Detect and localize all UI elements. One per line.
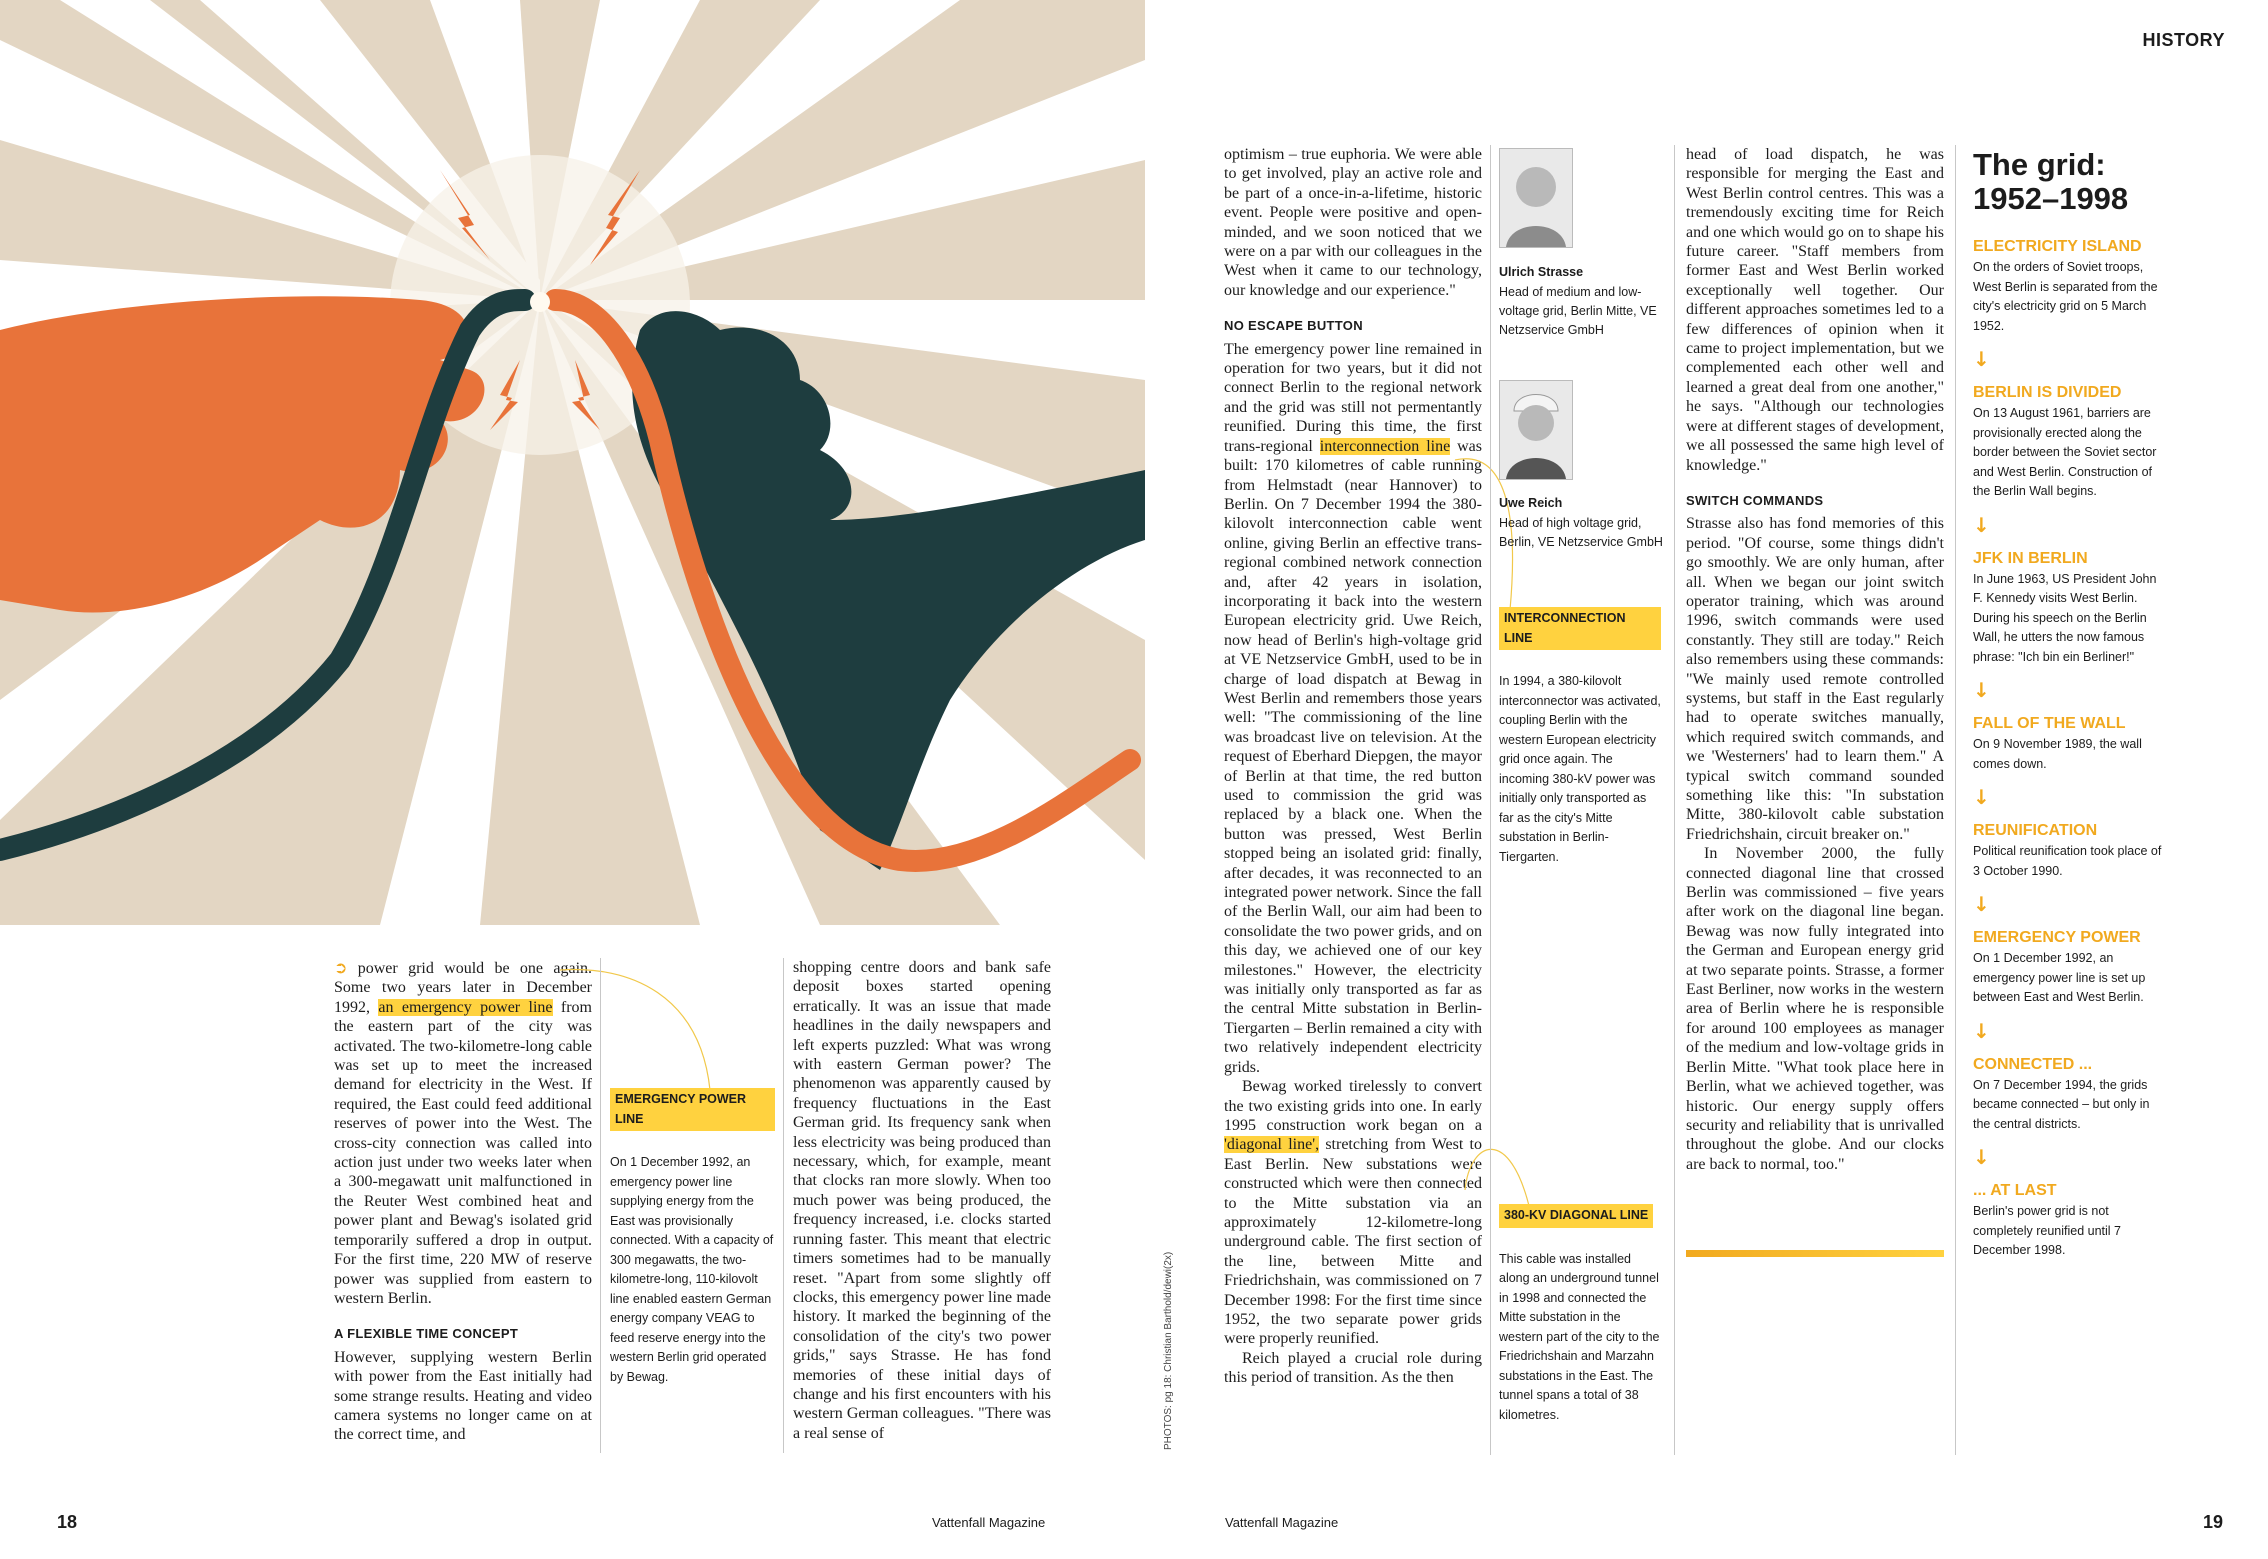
body-text: head of load dispatch, he was responsible for merging the East and West Berlin control centres. This was a tremendously exciting time for Reich and one which would go on to shape his future career. "Staff members from former East and West Berlin worked exceptionally well together. Our different approaches sometimes led to a few differences of opinion when it came to project implementation, but we complemented each other well and learned a great deal from one another," he says. "Although our technologies were at different stages of development, we all possessed the same high level of knowledge." — [1686, 146, 1944, 474]
page-number-left: 18 — [57, 1512, 78, 1532]
section-header-right: HISTORY — [2142, 30, 2225, 50]
arrow-down-icon: ↓ — [1973, 1145, 1990, 1169]
body-text: Reich played a crucial role during this period of transition. As the then — [1224, 1349, 1482, 1387]
body-text: In November 2000, the fully connected diagonal line that crossed Berlin was commissioned – five years after work on the diagonal line began. Bewag was now fully integrated into the German and European energy grid at two separate points. Strasse, a former East Berliner, now works in the western area of Berlin where he is responsible for around 100 employees as manager of the medium and low-voltage grids in Berlin Mitte. "What took place here in Berlin, what we achieved together, was historic. Our energy supply offers security and reliability that is unrivalled throughout the globe. And our clocks are back to normal, too." — [1686, 845, 1944, 1173]
timeline-text: Political reunification took place of 3 October 1990. — [1973, 844, 2162, 878]
timeline-text: On 9 November 1989, the wall comes down. — [1973, 737, 2142, 771]
right-article-column-2 — [1686, 145, 1944, 1174]
body-text: stretching from West to East Berlin. New substations were constructed which were then connected to the Mitte substation via an approximately 12-kilometre-long underground cable. The first section of the line, between Mitte and Friedrichshain, was commissioned on 7 December 1998: For the first time since 1952, the two separate power grids were properly reunified. — [1224, 1136, 1482, 1348]
body-text: power grid would be one again. Some two years later in December 1992, — [334, 960, 593, 1016]
hands-connecting-cables-illustration — [0, 0, 1145, 925]
portrait-uwe-reich — [1499, 380, 1573, 480]
caption-uwe-reich — [1499, 486, 1669, 552]
magazine-name-left: Vattenfall Magazine — [932, 1515, 1046, 1530]
divider — [1955, 145, 1956, 1455]
article-end-bar — [1686, 1250, 1944, 1257]
person-name: Uwe Reich — [1499, 496, 1563, 510]
interconnection-line-box — [1499, 607, 1661, 867]
tag-diagonal-line: 380-KV DIAGONAL LINE — [1499, 1204, 1653, 1228]
body-text: optimism – true euphoria. We were able to get involved, play an active role and be part of a once-in-a-lifetime, historic event. People were positive and open-minded, and we soon noticed that we were on a par with our colleagues in the West when it came to our technology, our knowledge and our experience." — [1224, 146, 1482, 299]
timeline-item — [1973, 715, 2163, 774]
box-text: On 1 December 1992, an emergency power line supplying energy from the East was provisionally connected. With a capacity of 300 megawatts, the two-kilometre-long, 110-kilovolt line enabled eastern German energy company VEAG to feed reserve energy into the western Berlin grid operated by Bewag. — [610, 1155, 774, 1384]
body-text: However, supplying western Berlin with power from the East initially had some strange results. Heating and video camera systems no longer came on at the correct time, and — [334, 1348, 592, 1444]
timeline-item — [1973, 384, 2163, 502]
timeline-text: In June 1963, US President John F. Kennedy visits West Berlin. During his speech on the Berlin Wall, he utters the now famous phrase: "Ich bin ein Berliner!" — [1973, 571, 2157, 664]
highlight-diagonal-line: 'diagonal line', — [1224, 1136, 1320, 1154]
divider — [600, 958, 601, 1453]
divider — [1674, 145, 1675, 1455]
highlight-interconnection-line: interconnection line — [1319, 437, 1451, 455]
emergency-power-line-box — [610, 1088, 775, 1387]
timeline-heading: ... AT LAST — [1973, 1182, 2057, 1199]
portrait-ulrich-strasse — [1499, 148, 1573, 248]
timeline-item — [1973, 1182, 2163, 1261]
timeline-text: On 1 December 1992, an emergency power line is set up between East and West Berlin. — [1973, 951, 2146, 1004]
timeline-title-line: 1952–1998 — [1973, 181, 2129, 216]
person-role: Head of high voltage grid, Berlin, VE Netzservice GmbH — [1499, 515, 1663, 549]
divider — [783, 958, 784, 1453]
page-number-right: 19 — [2202, 1512, 2223, 1532]
connector-line — [550, 965, 720, 1095]
caption-ulrich-strasse — [1499, 255, 1669, 340]
body-text: Bewag worked tirelessly to convert the two existing grids into one. In early 1995 construction work began on a — [1224, 1078, 1482, 1134]
person-name: Ulrich Strasse — [1499, 265, 1584, 279]
body-text: from the eastern part of the city was activated. The two-kilometre-long cable was set up to meet the increased demand for electricity in the West. If required, the East could feed additional reserves of power into the West. The cross-city connection was called into action just under two weeks later when a 300-megawatt unit malfunctioned in the Reuter West combined heat and power plant and Bewag's isolated grid temporarily suffered a drop in output. For the first time, 220 MW of reserve power was supplied from eastern to western Berlin. — [334, 998, 593, 1307]
timeline-text: Berlin's power grid is not completely reunified until 7 December 1998. — [1973, 1204, 2121, 1257]
timeline-item — [1973, 550, 2163, 668]
timeline-item — [1973, 1056, 2163, 1135]
arrow-down-icon: ↓ — [1973, 347, 1990, 371]
tag-emergency-power-line: EMERGENCY POWER LINE — [610, 1088, 775, 1131]
subheading-switch-commands: SWITCH COMMANDS — [1686, 492, 1824, 508]
timeline-item — [1973, 238, 2163, 336]
arrow-down-icon: ↓ — [1973, 678, 1990, 702]
body-text: Strasse also has fond memories of this period. "Of course, some things didn't go smoothly. We are only human, after all. When we began our joint switch operator training, which was around 1996, switch commands were used constantly. They still are today." Reich also remembers using these commands: "We mainly used remote controlled systems, but staff in the East regularly had to operate switches manually, which required switch commands, and we 'Westerners' had to learn them." A typical switch command sounded something like this: "In substation Mitte, 380-kilovolt cable substation Friedrichshain, circuit breaker on." — [1686, 515, 1944, 843]
timeline-text: On the orders of Soviet troops, West Berlin is separated from the city's electricity grid on 5 March 1952. — [1973, 260, 2158, 333]
timeline-heading: CONNECTED ... — [1973, 1055, 2093, 1073]
timeline-heading: ELECTRICITY ISLAND — [1973, 238, 2142, 255]
timeline-title-line: The grid: — [1973, 147, 2106, 182]
highlight-emergency-power-line: an emergency power line — [378, 998, 553, 1016]
timeline-text: On 7 December 1994, the grids became connected – but only in the central districts. — [1973, 1077, 2150, 1131]
arrow-down-icon: ↓ — [1973, 785, 1990, 809]
timeline-heading: REUNIFICATION — [1973, 822, 2098, 839]
person-role: Head of medium and low-voltage grid, Berlin Mitte, VE Netzservice GmbH — [1499, 284, 1657, 337]
right-article-column-1 — [1224, 145, 1482, 1388]
subheading-flexible-time: A FLEXIBLE TIME CONCEPT — [334, 1326, 519, 1342]
box-text: This cable was installed along an underground tunnel in 1998 and connected the Mitte substation in the western part of the city to the Friedrichshain and Marzahn substations in the East. The tunnel spans a total of 38 kilometres. — [1499, 1251, 1660, 1422]
arrow-down-icon: ↓ — [1973, 892, 1990, 916]
subheading-no-escape: NO ESCAPE BUTTON — [1224, 318, 1363, 334]
continue-arrow-icon: ➲ — [334, 958, 348, 977]
timeline-heading: JFK IN BERLIN — [1973, 549, 2088, 567]
diagonal-line-box — [1499, 1204, 1661, 1425]
body-text: shopping centre doors and bank safe deposit boxes started opening erratically. It was an issue that made headlines in the daily newspapers and left experts puzzled: What was wrong with eastern German power? The phenomenon was apparently caused by frequency fluctuations in the East German grid. Its frequency sank when less electricity was being produced than necessary, which, for example, meant that clocks ran more slowly. When too much power was being produced, the frequency increased, i.e. clocks started running faster. This meant that electric timers sometimes had to be manually reset. "Apart from some slightly off clocks, this emergency power line made history. It marked the beginning of the consolidation of the city's two power grids," says Strasse. He has fond memories of these initial days of change and his first encounters with his western German colleagues. "There was a real sense of — [793, 959, 1051, 1442]
timeline-item — [1973, 929, 2163, 1008]
body-text: The emergency power line remained in operation for two years, but it did not connect Berlin to the regional network and the grid was still not permentantly reunified. During this time, the first trans-regional — [1224, 340, 1482, 455]
photo-credit: PHOTOS: pg 18: Christian Barthold/dewi(2x) — [1163, 1251, 1174, 1450]
arrow-down-icon: ↓ — [1973, 1018, 1990, 1043]
timeline-title — [1973, 148, 2163, 216]
timeline-heading: BERLIN IS DIVIDED — [1973, 384, 2122, 401]
box-text: In 1994, a 380-kilovolt interconnector was activated, coupling Berlin with the western European electricity grid once again. The incoming 380-kV power was initially only transported as far as the city's Mitte substation in Berlin-Tiergarten. — [1499, 674, 1661, 864]
divider — [1490, 145, 1491, 1455]
timeline-heading: FALL OF THE WALL — [1973, 715, 2126, 732]
magazine-name-right: Vattenfall Magazine — [1225, 1515, 1339, 1530]
left-article-column-2 — [793, 958, 1051, 1443]
timeline-text: On 13 August 1961, barriers are provisionally erected along the border between the Soviet sector and West Berlin. Construction of the Berlin Wall begins. — [1973, 406, 2157, 498]
timeline-item — [1973, 822, 2163, 881]
tag-interconnection-line: INTERCONNECTION LINE — [1499, 607, 1661, 650]
timeline-sidebar — [1973, 148, 2163, 1261]
body-text: was built: 170 kilometres of cable running from Helmstadt (near Hannover) to Berlin. On 7 December 1994 the 380-kilovolt interconnection cable went online, giving Berlin an effective trans-regional combined network connection and, after 42 years in isolation, incorporating it back into the western European electricity grid. Uwe Reich, now head of Berlin's high-voltage grid at VE Netzservice GmbH, used to be in charge of load dispatch at Bewag in West Berlin and remembers those years well: "The commissioning of the line was broadcast live on television. At the request of Eberhard Diepgen, the mayor of Berlin at that time, the red button used to commission the grid was replaced by a black one. When the button was pressed, West Berlin stopped being an isolated grid: finally, after decades, it was reconnected to an integrated power network. Since the fall of the Berlin Wall, our aim had been to consolidate the two power grids, and on this day, we achieved one of our key milestones." However, the electricity was initially only transported as far as the central Mitte substation in Berlin-Tiergarten – Berlin remained a city with two relatively independent electricity grids. — [1224, 437, 1482, 1076]
timeline-heading: EMERGENCY POWER — [1973, 929, 2141, 946]
arrow-down-icon: ↓ — [1973, 512, 1990, 537]
